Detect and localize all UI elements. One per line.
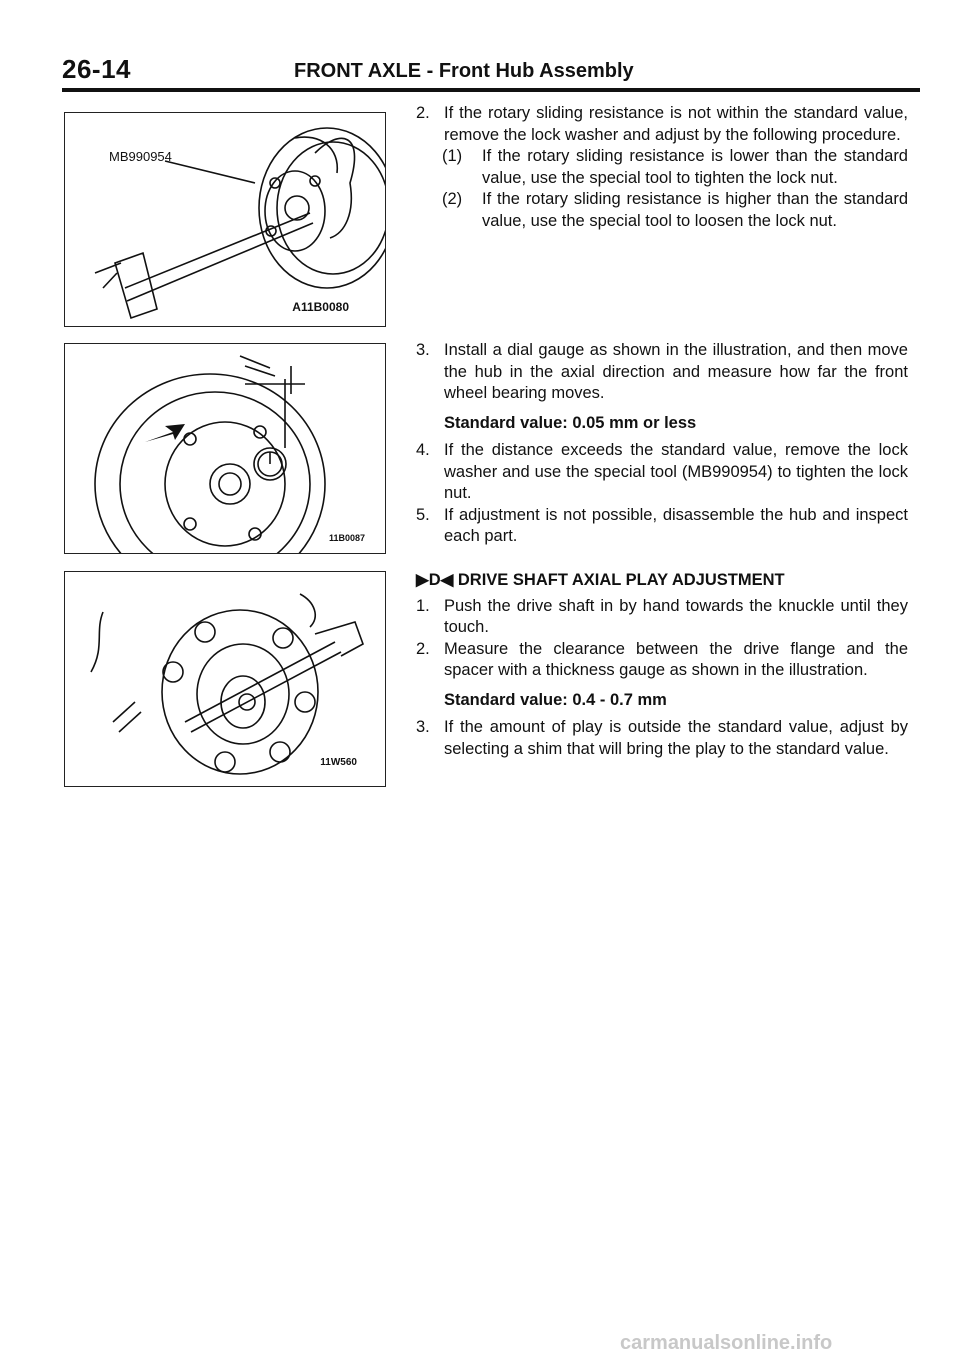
substep-text: If the rotary sliding resistance is higher than the standard value, use the special tool to loosen the lock nut. [482,190,908,230]
procedure-marker: ▶D◀ [416,571,454,589]
step-1 [416,596,908,639]
substep-text: If the rotary sliding resistance is lower than the standard value, use the special tool to tighten the lock nut. [482,147,908,187]
standard-value: Standard value: 0.4 - 0.7 mm [444,690,667,709]
step-3 [416,717,908,760]
step-text: If the rotary sliding resistance is not within the standard value, remove the lock washer and adjust by the following procedure. [444,104,908,144]
figure-code: A11B0080 [292,300,349,314]
procedure-heading [416,570,908,592]
substep-number: (1) [442,147,463,165]
procedure-block-2 [416,340,908,548]
section-name: FRONT AXLE [294,60,422,82]
step-2 [416,639,908,682]
step-text: If the amount of play is outside the standard value, adjust by selecting a shim that will bring the play to the standard value. [444,718,908,758]
page-header [62,52,920,92]
thickness-gauge-illustration [65,572,385,786]
procedure-title: DRIVE SHAFT AXIAL PLAY ADJUSTMENT [457,571,785,589]
title-separator: - [426,60,434,82]
standard-value: Standard value: 0.05 mm or less [444,413,697,432]
step-5 [416,505,908,548]
watermark: carmanualsonline.info [620,1332,833,1354]
substep-2 [416,189,908,232]
step-number: 4. [416,441,430,459]
procedure-block-3 [416,570,908,760]
step-text: If the distance exceeds the standard value, remove the lock washer and use the special tool (MB990954) to tighten the lock nut. [444,441,908,502]
figure-code: 11B0087 [328,533,365,543]
figure-torque-wrench [64,112,386,327]
figure-dial-gauge [64,343,386,554]
step-number: 3. [416,341,430,359]
step-text: Measure the clearance between the drive flange and the spacer with a thickness gauge as shown in the illustration. [444,639,908,679]
procedure-block-1 [416,103,908,232]
step-text: Push the drive shaft in by hand towards the knuckle until they touch. [444,596,908,636]
step-number: 5. [416,505,430,524]
step-text: If adjustment is not possible, disassemble the hub and inspect each part. [444,505,908,545]
step-4 [416,440,908,505]
step-3 [416,340,908,405]
substep-1 [416,146,908,189]
section-title [294,60,634,83]
page-number: 26-14 [62,54,131,84]
step-number: 2. [416,104,430,122]
step-number: 1. [416,596,430,615]
figure-thickness-gauge [64,571,386,787]
step-number: 2. [416,639,430,658]
subsection-name: Front Hub Assembly [438,60,634,82]
figure-code: 11W560 [320,757,357,768]
substep-number: (2) [442,190,463,208]
step-number: 3. [416,718,430,736]
step-2 [416,103,908,146]
special-tool-callout: MB990954 [109,149,172,164]
step-text: Install a dial gauge as shown in the illustration, and then move the hub in the axial direction and measure how far the front wheel bearing moves. [444,341,908,402]
dial-gauge-illustration [65,344,385,553]
torque-wrench-illustration [65,113,385,326]
